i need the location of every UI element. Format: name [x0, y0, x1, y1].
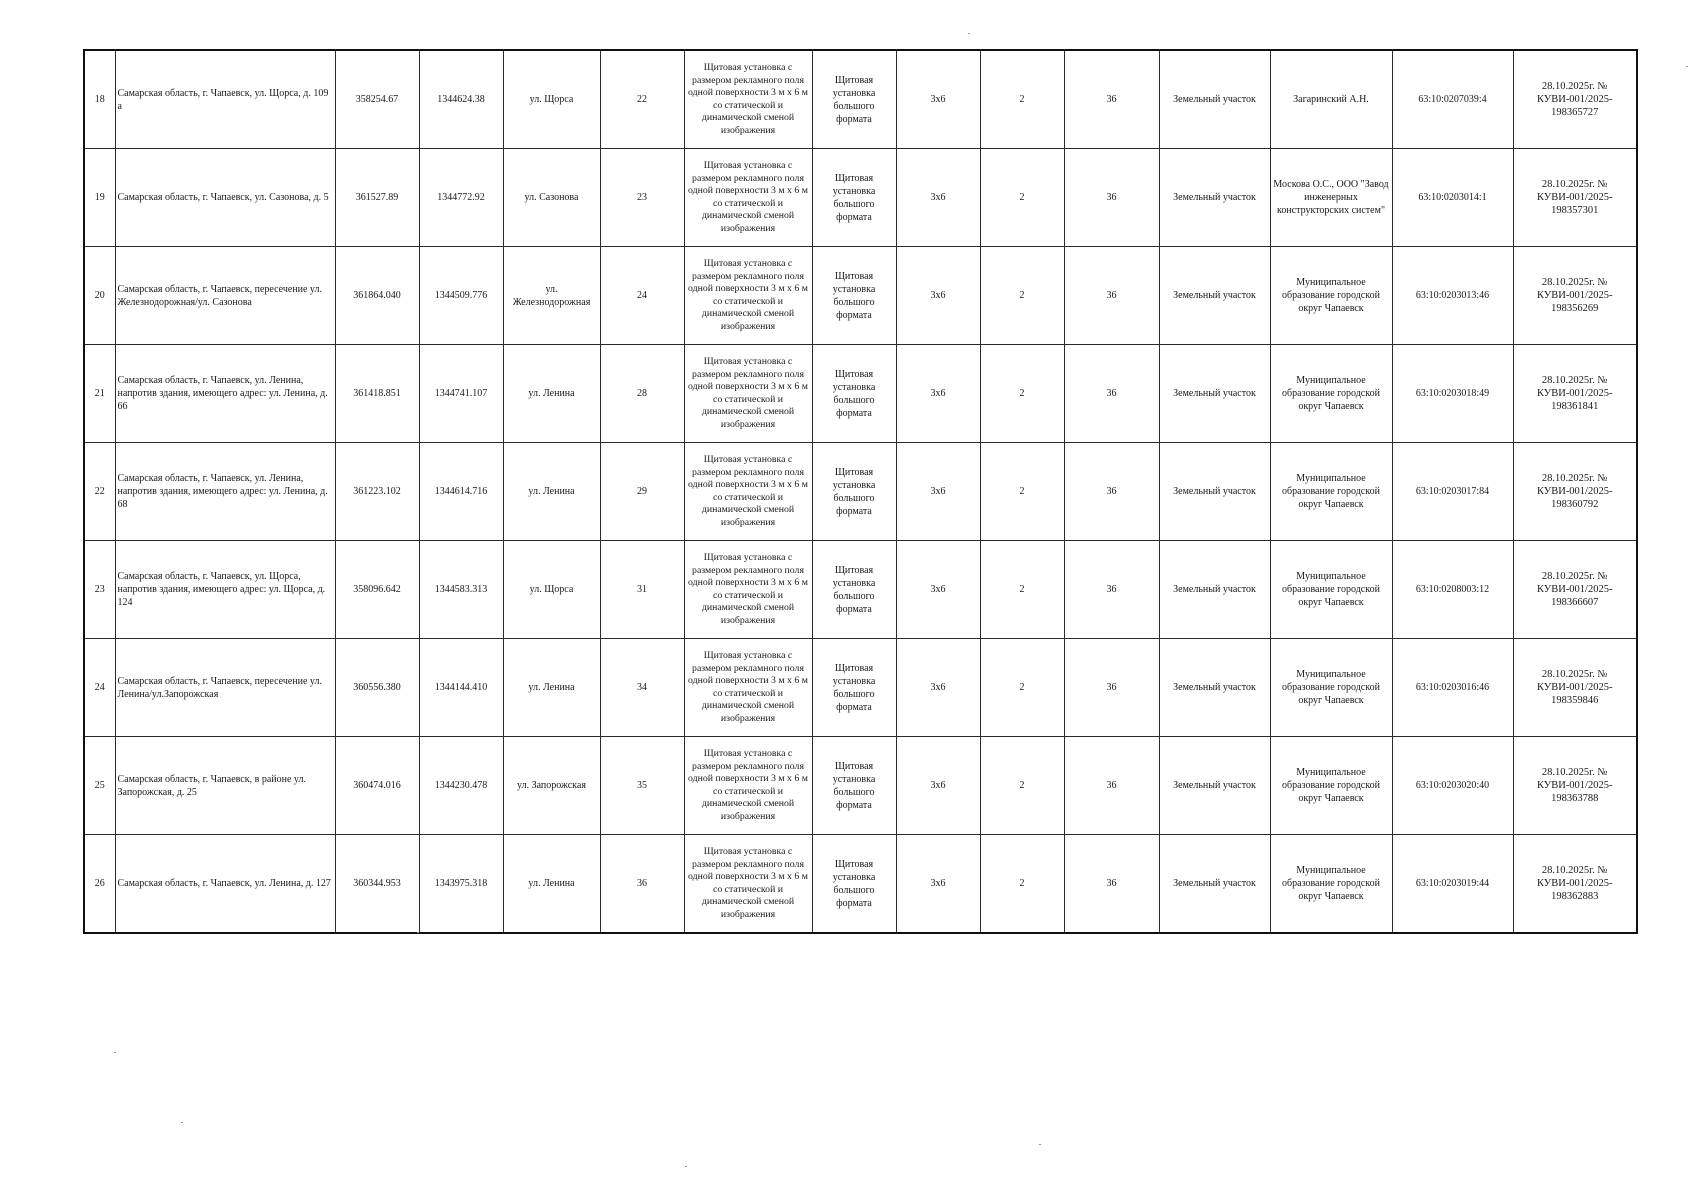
table-row	[84, 50, 1637, 149]
permit-cell: 28.10.2025г. № КУВИ-001/2025-198357301	[1513, 149, 1637, 247]
cadastral-cell: 63:10:0203020:40	[1392, 737, 1513, 835]
street-cell: ул. Сазонова	[503, 149, 600, 247]
scan-speck	[181, 1122, 183, 1123]
description-cell: Щитовая установка с размером рекламного поля одной поверхности 3 м х 6 м со статической и динамической сменой изображения	[684, 541, 812, 639]
site-number-cell: 36	[600, 835, 684, 934]
row-number-cell: 21	[84, 345, 115, 443]
sides-cell: 2	[980, 247, 1064, 345]
cadastral-cell: 63:10:0203016:46	[1392, 639, 1513, 737]
registry-body	[84, 50, 1637, 933]
cadastral-cell: 63:10:0203019:44	[1392, 835, 1513, 934]
table-row	[84, 443, 1637, 541]
owner-cell: Муниципальное образование городской округ Чапаевск	[1270, 541, 1392, 639]
coord-y-cell: 1343975.318	[419, 835, 503, 934]
area-cell: 36	[1064, 541, 1159, 639]
coord-y-cell: 1344509.776	[419, 247, 503, 345]
object-cell: Земельный участок	[1159, 149, 1270, 247]
billboard-registry-table	[83, 49, 1638, 934]
sides-cell: 2	[980, 541, 1064, 639]
description-cell: Щитовая установка с размером рекламного поля одной поверхности 3 м х 6 м со статической и динамической сменой изображения	[684, 737, 812, 835]
row-number-cell: 22	[84, 443, 115, 541]
area-cell: 36	[1064, 835, 1159, 934]
address-cell: Самарская область, г. Чапаевск, ул. Щорса, д. 109 а	[115, 50, 335, 149]
area-cell: 36	[1064, 737, 1159, 835]
cadastral-cell: 63:10:0203017:84	[1392, 443, 1513, 541]
site-number-cell: 35	[600, 737, 684, 835]
owner-cell: Муниципальное образование городской округ Чапаевск	[1270, 835, 1392, 934]
permit-cell: 28.10.2025г. № КУВИ-001/2025-198362883	[1513, 835, 1637, 934]
address-cell: Самарская область, г. Чапаевск, ул. Ленина, д. 127	[115, 835, 335, 934]
row-number-cell: 19	[84, 149, 115, 247]
scan-speck	[417, 932, 419, 933]
type-cell: Щитовая установка большого формата	[812, 247, 896, 345]
site-number-cell: 22	[600, 50, 684, 149]
site-number-cell: 23	[600, 149, 684, 247]
size-cell: 3х6	[896, 639, 980, 737]
scan-speck	[114, 1052, 116, 1053]
area-cell: 36	[1064, 639, 1159, 737]
sides-cell: 2	[980, 50, 1064, 149]
owner-cell: Муниципальное образование городской округ Чапаевск	[1270, 737, 1392, 835]
area-cell: 36	[1064, 149, 1159, 247]
permit-cell: 28.10.2025г. № КУВИ-001/2025-198365727	[1513, 50, 1637, 149]
owner-cell: Муниципальное образование городской округ Чапаевск	[1270, 247, 1392, 345]
size-cell: 3х6	[896, 737, 980, 835]
address-cell: Самарская область, г. Чапаевск, пересечение ул. Железнодорожная/ул. Сазонова	[115, 247, 335, 345]
coord-x-cell: 358254.67	[335, 50, 419, 149]
owner-cell: Муниципальное образование городской округ Чапаевск	[1270, 345, 1392, 443]
street-cell: ул. Запорожская	[503, 737, 600, 835]
object-cell: Земельный участок	[1159, 737, 1270, 835]
type-cell: Щитовая установка большого формата	[812, 835, 896, 934]
table-row	[84, 639, 1637, 737]
address-cell: Самарская область, г. Чапаевск, ул. Ленина, напротив здания, имеющего адрес: ул. Ленина, д. 68	[115, 443, 335, 541]
permit-cell: 28.10.2025г. № КУВИ-001/2025-198361841	[1513, 345, 1637, 443]
row-number-cell: 23	[84, 541, 115, 639]
object-cell: Земельный участок	[1159, 50, 1270, 149]
coord-x-cell: 361527.89	[335, 149, 419, 247]
object-cell: Земельный участок	[1159, 541, 1270, 639]
address-cell: Самарская область, г. Чапаевск, пересечение ул. Ленина/ул.Запорожская	[115, 639, 335, 737]
area-cell: 36	[1064, 50, 1159, 149]
cadastral-cell: 63:10:0203014:1	[1392, 149, 1513, 247]
scan-speck	[1039, 1144, 1041, 1145]
permit-cell: 28.10.2025г. № КУВИ-001/2025-198356269	[1513, 247, 1637, 345]
scan-speck	[968, 33, 970, 34]
object-cell: Земельный участок	[1159, 835, 1270, 934]
coord-x-cell: 361418.851	[335, 345, 419, 443]
scan-speck	[1686, 66, 1688, 67]
address-cell: Самарская область, г. Чапаевск, ул. Щорса, напротив здания, имеющего адрес: ул. Щорса, д. 124	[115, 541, 335, 639]
permit-cell: 28.10.2025г. № КУВИ-001/2025-198359846	[1513, 639, 1637, 737]
coord-y-cell: 1344144.410	[419, 639, 503, 737]
size-cell: 3х6	[896, 50, 980, 149]
sides-cell: 2	[980, 443, 1064, 541]
object-cell: Земельный участок	[1159, 639, 1270, 737]
description-cell: Щитовая установка с размером рекламного поля одной поверхности 3 м х 6 м со статической и динамической сменой изображения	[684, 149, 812, 247]
object-cell: Земельный участок	[1159, 443, 1270, 541]
coord-x-cell: 361864.040	[335, 247, 419, 345]
site-number-cell: 24	[600, 247, 684, 345]
sides-cell: 2	[980, 149, 1064, 247]
owner-cell: Муниципальное образование городской округ Чапаевск	[1270, 639, 1392, 737]
coord-x-cell: 360556.380	[335, 639, 419, 737]
street-cell: ул. Железнодорожная	[503, 247, 600, 345]
cadastral-cell: 63:10:0203018:49	[1392, 345, 1513, 443]
street-cell: ул. Щорса	[503, 50, 600, 149]
description-cell: Щитовая установка с размером рекламного поля одной поверхности 3 м х 6 м со статической и динамической сменой изображения	[684, 639, 812, 737]
cadastral-cell: 63:10:0208003:12	[1392, 541, 1513, 639]
size-cell: 3х6	[896, 541, 980, 639]
cadastral-cell: 63:10:0207039:4	[1392, 50, 1513, 149]
street-cell: ул. Ленина	[503, 639, 600, 737]
size-cell: 3х6	[896, 835, 980, 934]
row-number-cell: 26	[84, 835, 115, 934]
street-cell: ул. Ленина	[503, 443, 600, 541]
owner-cell: Муниципальное образование городской округ Чапаевск	[1270, 443, 1392, 541]
table-row	[84, 247, 1637, 345]
row-number-cell: 18	[84, 50, 115, 149]
sides-cell: 2	[980, 639, 1064, 737]
coord-x-cell: 361223.102	[335, 443, 419, 541]
street-cell: ул. Ленина	[503, 345, 600, 443]
size-cell: 3х6	[896, 443, 980, 541]
size-cell: 3х6	[896, 345, 980, 443]
sides-cell: 2	[980, 835, 1064, 934]
site-number-cell: 28	[600, 345, 684, 443]
description-cell: Щитовая установка с размером рекламного поля одной поверхности 3 м х 6 м со статической и динамической сменой изображения	[684, 443, 812, 541]
type-cell: Щитовая установка большого формата	[812, 345, 896, 443]
size-cell: 3х6	[896, 247, 980, 345]
description-cell: Щитовая установка с размером рекламного поля одной поверхности 3 м х 6 м со статической и динамической сменой изображения	[684, 835, 812, 934]
description-cell: Щитовая установка с размером рекламного поля одной поверхности 3 м х 6 м со статической и динамической сменой изображения	[684, 345, 812, 443]
coord-x-cell: 358096.642	[335, 541, 419, 639]
object-cell: Земельный участок	[1159, 247, 1270, 345]
type-cell: Щитовая установка большого формата	[812, 443, 896, 541]
type-cell: Щитовая установка большого формата	[812, 737, 896, 835]
sides-cell: 2	[980, 345, 1064, 443]
coord-y-cell: 1344624.38	[419, 50, 503, 149]
area-cell: 36	[1064, 443, 1159, 541]
permit-cell: 28.10.2025г. № КУВИ-001/2025-198366607	[1513, 541, 1637, 639]
street-cell: ул. Щорса	[503, 541, 600, 639]
table-row	[84, 835, 1637, 934]
size-cell: 3х6	[896, 149, 980, 247]
description-cell: Щитовая установка с размером рекламного поля одной поверхности 3 м х 6 м со статической и динамической сменой изображения	[684, 50, 812, 149]
description-cell: Щитовая установка с размером рекламного поля одной поверхности 3 м х 6 м со статической и динамической сменой изображения	[684, 247, 812, 345]
table-row	[84, 737, 1637, 835]
area-cell: 36	[1064, 345, 1159, 443]
address-cell: Самарская область, г. Чапаевск, ул. Ленина, напротив здания, имеющего адрес: ул. Ленина, д. 66	[115, 345, 335, 443]
permit-cell: 28.10.2025г. № КУВИ-001/2025-198360792	[1513, 443, 1637, 541]
type-cell: Щитовая установка большого формата	[812, 149, 896, 247]
row-number-cell: 20	[84, 247, 115, 345]
site-number-cell: 31	[600, 541, 684, 639]
owner-cell: Загаринский А.Н.	[1270, 50, 1392, 149]
site-number-cell: 29	[600, 443, 684, 541]
address-cell: Самарская область, г. Чапаевск, в районе ул. Запорожская, д. 25	[115, 737, 335, 835]
permit-cell: 28.10.2025г. № КУВИ-001/2025-198363788	[1513, 737, 1637, 835]
object-cell: Земельный участок	[1159, 345, 1270, 443]
address-cell: Самарская область, г. Чапаевск, ул. Сазонова, д. 5	[115, 149, 335, 247]
street-cell: ул. Ленина	[503, 835, 600, 934]
type-cell: Щитовая установка большого формата	[812, 639, 896, 737]
site-number-cell: 34	[600, 639, 684, 737]
table-row	[84, 149, 1637, 247]
coord-y-cell: 1344772.92	[419, 149, 503, 247]
owner-cell: Москова О.С., ООО "Завод инженерных конструкторских систем"	[1270, 149, 1392, 247]
coord-y-cell: 1344230.478	[419, 737, 503, 835]
table-row	[84, 345, 1637, 443]
row-number-cell: 25	[84, 737, 115, 835]
type-cell: Щитовая установка большого формата	[812, 541, 896, 639]
area-cell: 36	[1064, 247, 1159, 345]
coord-x-cell: 360344.953	[335, 835, 419, 934]
scan-speck	[685, 1166, 687, 1167]
coord-x-cell: 360474.016	[335, 737, 419, 835]
cadastral-cell: 63:10:0203013:46	[1392, 247, 1513, 345]
sides-cell: 2	[980, 737, 1064, 835]
type-cell: Щитовая установка большого формата	[812, 50, 896, 149]
coord-y-cell: 1344741.107	[419, 345, 503, 443]
coord-y-cell: 1344614.716	[419, 443, 503, 541]
row-number-cell: 24	[84, 639, 115, 737]
table-row	[84, 541, 1637, 639]
coord-y-cell: 1344583.313	[419, 541, 503, 639]
